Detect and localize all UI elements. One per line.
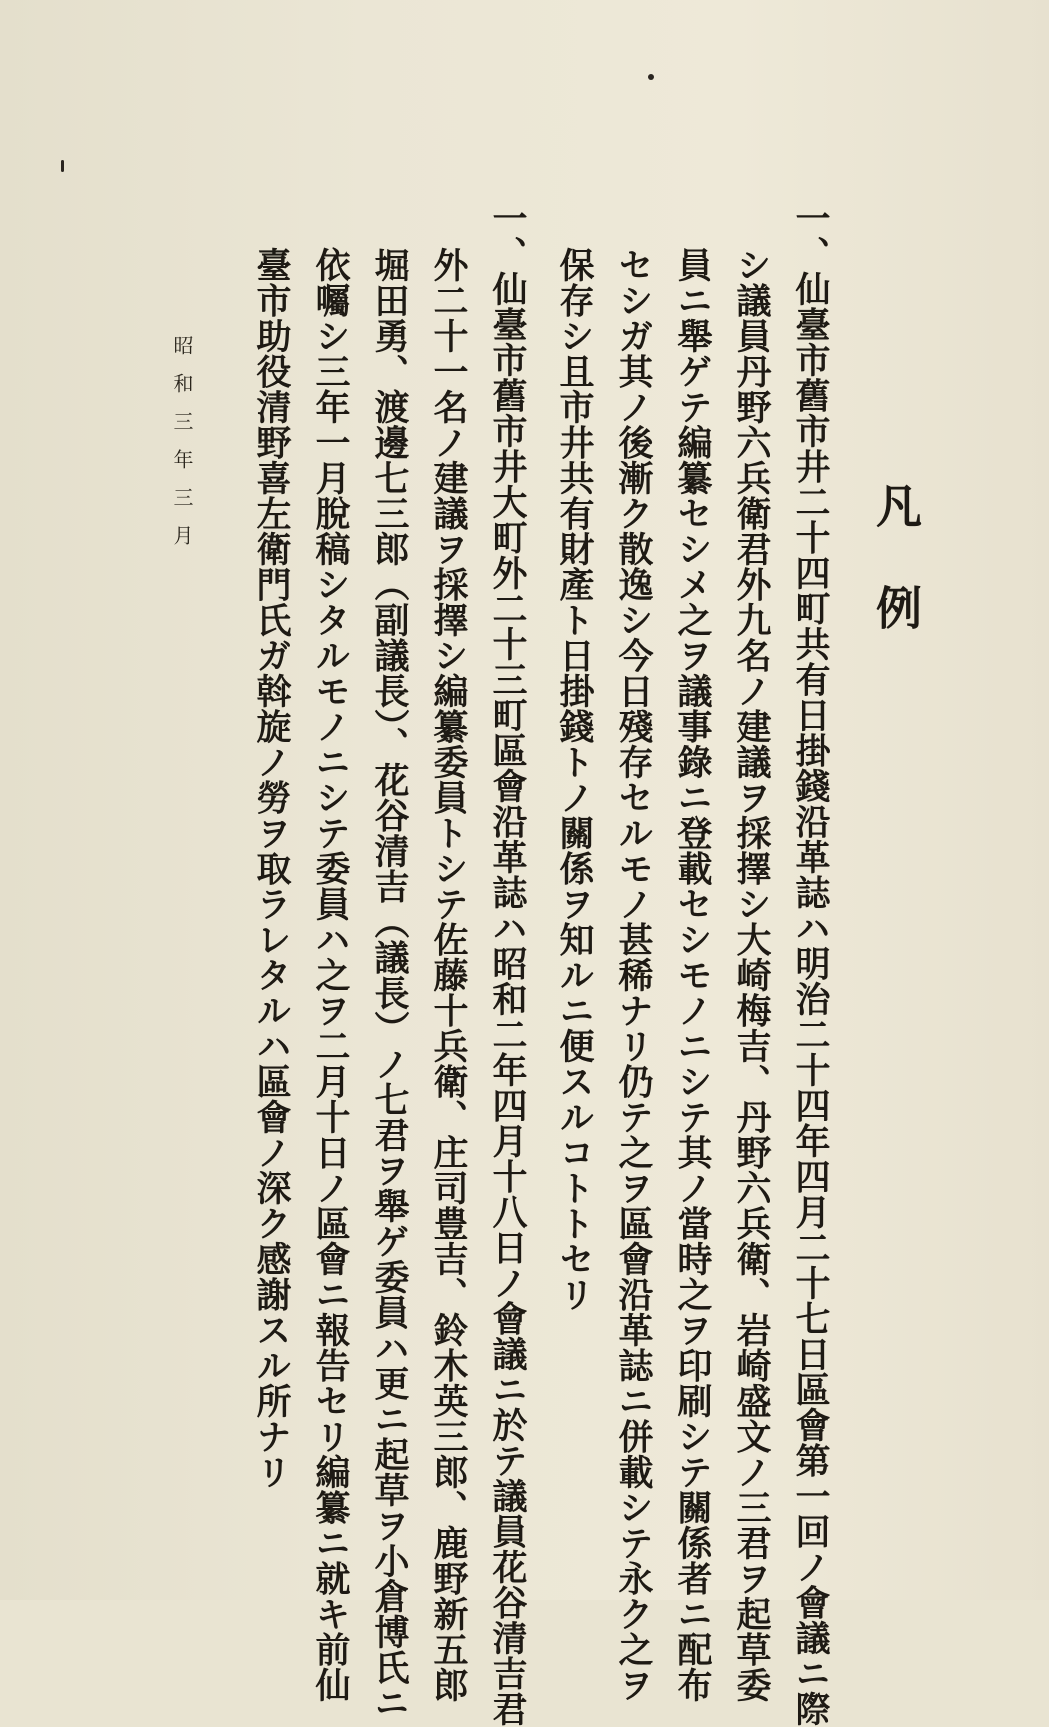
para2-line4: 依囑シ三年一月脫稿シタルモノニシテ委員ハ之ヲ二月十日ノ區會ニ報告セリ編纂ニ就キ前仙 <box>310 247 351 1703</box>
para2-line3: 堀田勇、渡邊七三郎（副議長）、花谷清吉（議長）ノ七君ヲ舉ゲ委員ハ更ニ起草ヲ小倉博氏ニ <box>369 247 410 1721</box>
para1-line4: セシガ其ノ後漸ク散逸シ今日殘存セルモノ甚稀ナリ仍テ之ヲ區會沿革誌ニ併載シテ永ク之ヲ <box>613 247 654 1703</box>
para2-line5: 臺市助役清野喜左衛門氏ガ斡旋ノ勞ヲ取ラレタルハ區會ノ深ク感謝スル所ナリ <box>251 247 292 1490</box>
para1-line2: シ議員丹野六兵衛君外九名ノ建議ヲ採擇シ大崎梅吉、丹野六兵衛、岩崎盛文ノ三君ヲ起草委 <box>731 247 772 1703</box>
para2-line2: 外二十一名ノ建議ヲ採擇シ編纂委員トシテ佐藤十兵衛、庄司豊吉、鈴木英三郎、鹿野新五郎 <box>428 247 469 1703</box>
ink-mark <box>61 160 64 172</box>
ink-dot <box>648 74 654 80</box>
para1-line5: 保存シ且市井共有財產ト日掛錢トノ關係ヲ知ルニ便スルコトトセリ <box>554 247 595 1312</box>
page-title: 凡例 <box>869 482 923 686</box>
para1-line3: 員ニ舉ゲテ編纂セシメ之ヲ議事錄ニ登載セシモノニシテ其ノ當時之ヲ印刷シテ關係者ニ配布 <box>672 247 713 1703</box>
para2-line1: 一、仙臺市舊市井大町外二十三町區會沿革誌ハ昭和二年四月十八日ノ會議ニ於テ議員花谷清吉君 <box>487 200 528 1727</box>
date-line: 昭和三年三月 <box>170 335 194 563</box>
para1-line1: 一、仙臺市舊市井二十四町共有日掛錢沿革誌ハ明治二十四年四月二十七日區會第一回ノ會議ニ際 <box>790 200 831 1727</box>
